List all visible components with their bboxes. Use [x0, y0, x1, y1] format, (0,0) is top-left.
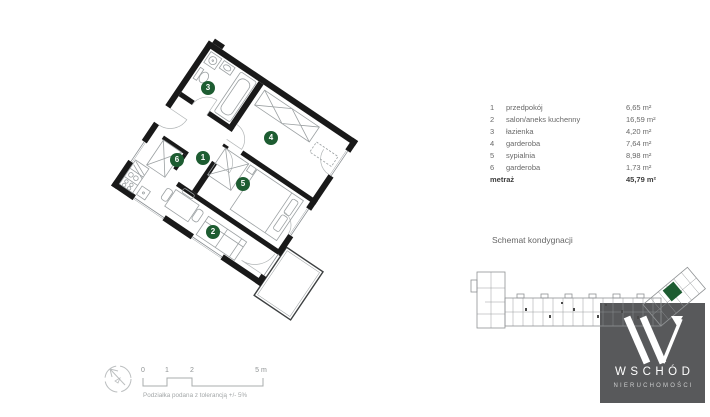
room-legend [490, 102, 662, 186]
legend-row [490, 150, 662, 162]
legend-row [490, 114, 662, 126]
furniture [119, 50, 347, 276]
room-marker-5-label: 5 [240, 179, 246, 188]
room-marker-3 [201, 81, 215, 95]
legend-room-area: 1,73 m² [626, 163, 652, 172]
legend-room-number: 3 [490, 127, 495, 136]
logo [600, 303, 705, 403]
legend-room-area: 16,59 m² [626, 115, 656, 124]
legend-row [490, 138, 662, 150]
scale-tick-labels [141, 367, 267, 374]
legend-room-area: 6,65 m² [626, 103, 652, 112]
legend-row [490, 126, 662, 138]
legend-room-name: sypialnia [506, 151, 536, 160]
legend-room-number: 4 [490, 139, 495, 148]
balcony-outline [254, 247, 323, 320]
scale-tick-1: 1 [165, 367, 169, 374]
room-marker-4-label: 4 [268, 133, 274, 142]
legend-room-name: łazienka [506, 127, 534, 136]
door-arcs [122, 65, 338, 273]
room-marker-6 [170, 153, 184, 167]
scale-tick-5m: 5 m [255, 367, 267, 374]
scale-tick-2: 2 [190, 367, 194, 374]
legend-total-label: metraż [490, 175, 515, 184]
legend-room-number: 1 [490, 103, 495, 112]
legend-room-number: 2 [490, 115, 495, 124]
legend-room-name: przedpokój [506, 103, 543, 112]
room-marker-1 [196, 151, 210, 165]
legend-room-area: 8,98 m² [626, 151, 652, 160]
logo-brand-text: WSCHÓD [615, 366, 695, 378]
legend-room-area: 7,64 m² [626, 139, 652, 148]
room-marker-1-label: 1 [200, 153, 206, 162]
legend-row [490, 102, 662, 114]
room-marker-2 [206, 225, 220, 239]
compass-icon [105, 366, 131, 392]
legend-room-name: garderoba [506, 139, 541, 148]
floor-plan-drawing [86, 40, 358, 323]
scale-tolerance-note: Podziałka podana z tolerancją +/- 5% [143, 392, 248, 399]
legend-room-name: salon/aneks kuchenny [506, 115, 581, 124]
legend-room-number: 5 [490, 151, 495, 160]
legend-room-number: 6 [490, 163, 495, 172]
scale-bar [100, 352, 320, 407]
logo-subtitle-text: NIERUCHOMOŚCI [613, 383, 694, 389]
room-marker-6-label: 6 [174, 155, 180, 164]
apartment-floor-plan [86, 40, 358, 323]
room-marker-3-label: 3 [205, 83, 211, 92]
legend-total-area: 45,79 m² [626, 175, 657, 184]
room-marker-2-label: 2 [210, 227, 216, 236]
legend-room-name: garderoba [506, 163, 541, 172]
room-marker-4 [264, 131, 278, 145]
legend-room-area: 4,20 m² [626, 127, 652, 136]
room-marker-5 [236, 177, 250, 191]
unit-location-pointer-icon [671, 316, 683, 326]
scale-tick-0: 0 [141, 367, 145, 374]
schematic-highlighted-unit [663, 282, 683, 302]
legend-total-row [490, 174, 662, 186]
schematic-title: Schemat kondygnacji [492, 235, 573, 245]
legend-row [490, 162, 662, 174]
scale-bar-line [143, 378, 263, 386]
